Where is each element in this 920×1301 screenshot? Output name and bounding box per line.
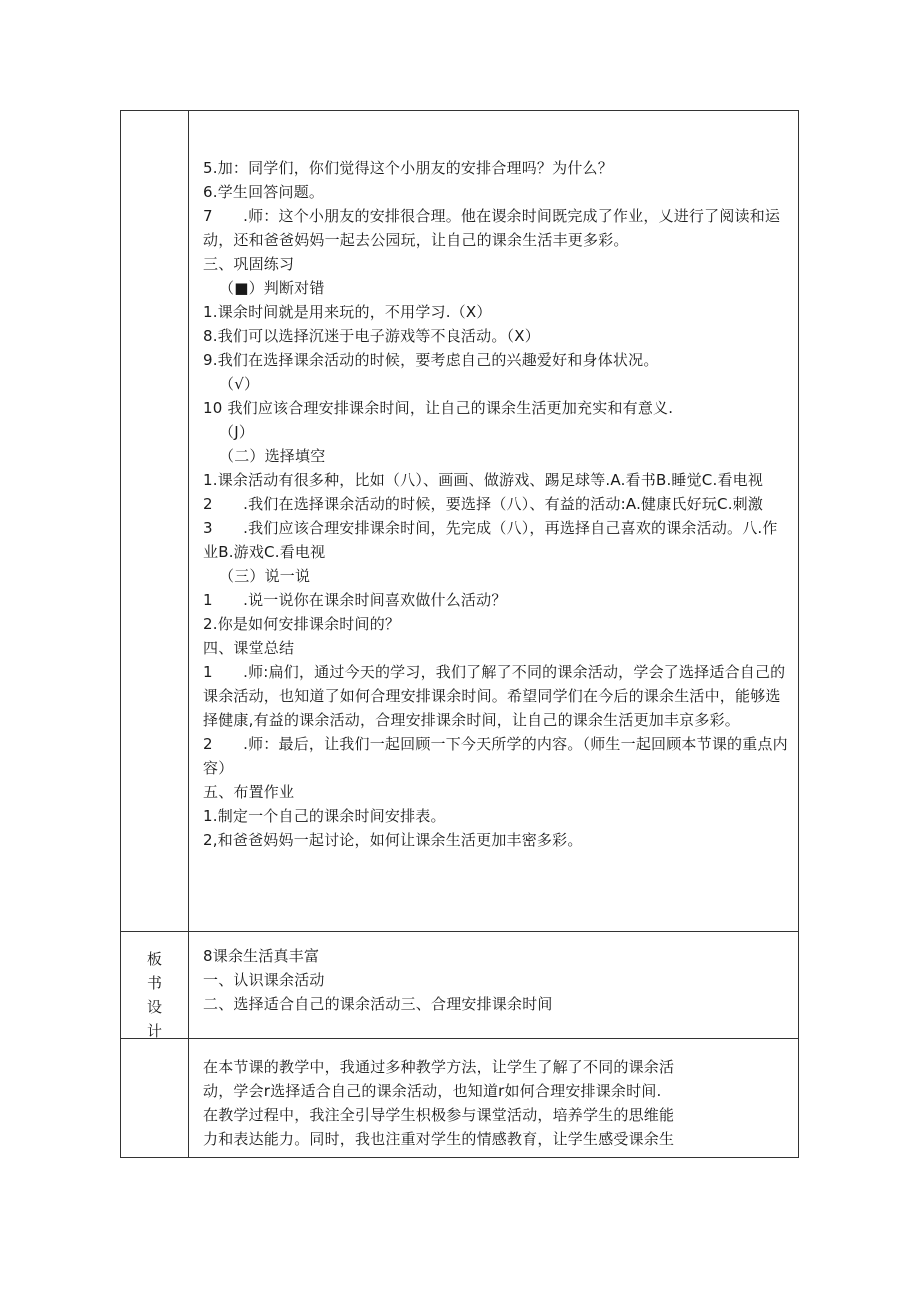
text-line: （√）	[219, 375, 260, 393]
text-line: 在本节课的教学中，我通过多种教学方法，让学生了解了不同的课余活	[203, 1058, 675, 1076]
section-heading: 五、布置作业	[203, 783, 295, 801]
board-design-content-cell	[189, 932, 799, 1039]
label-char: 设	[146, 998, 162, 1016]
label-char: 板	[146, 950, 162, 968]
reflection-label-cell	[121, 1039, 189, 1158]
reflection-row	[121, 1039, 799, 1158]
text-line: 10 我们应该合理安排课余时间，让自己的课余生活更加充实和有意义.	[203, 399, 674, 417]
text-line: 8.我们可以选择沉迷于电子游戏等不良活动。（X）	[203, 327, 540, 345]
text-line: 2 .我们在选择课余活动的时候，要选择（八）、有益的活动:A.健康氏好玩C.刺激	[203, 495, 764, 513]
board-design-row	[121, 932, 799, 1039]
text-line: （J）	[219, 423, 255, 441]
reflection-content	[189, 1039, 798, 1157]
reflection-content-cell	[189, 1039, 799, 1158]
subsection-heading: （三）说一说	[219, 567, 311, 585]
text-line: 7 .师：这个小朋友的安排很合理。他在谡余时间既完成了作业，乂进行了阅读和运动，还和爸爸妈妈一起去公园玩，让自己的课余生活丰更多彩。	[203, 207, 781, 249]
text-line: 1 .师:扁们，通过今天的学习，我们了解了不同的课余活动，学会了选择适合自己的课余活动，也知道了如何合理安排课余时间。希望同学们在今后的课余生活中，能够选择健康,有益的课余活动，合理安排课余时间，让自己的课余生活更加丰京多彩。	[203, 663, 786, 729]
subsection-heading: （二）选择填空	[219, 447, 326, 465]
board-design-content	[189, 932, 798, 1024]
text-line: 二、选择适合自己的课余活动三、合理安排课余时间	[203, 995, 553, 1013]
text-line: 在教学过程中，我注全引导学生枳极参与课堂活动，培养学生的思维能	[203, 1106, 675, 1124]
board-design-label	[121, 932, 188, 1048]
teaching-process-content	[189, 111, 798, 864]
text-line: 一、认识课余活动	[203, 971, 325, 989]
text-line: 1.制定一个自己的课余时间安排表。	[203, 807, 446, 825]
teaching-process-row	[121, 111, 799, 932]
section-heading: 四、课堂总结	[203, 639, 295, 657]
section-heading: 三、巩固练习	[203, 255, 295, 273]
text-line: 5.加：同学们，你们觉得这个小朋友的安排合理吗？为什么？	[203, 159, 613, 177]
text-line: 1.课余时间就是用来玩的，不用学习.（X）	[203, 303, 492, 321]
text-line: 1.课余活动有很多种，比如（八）、画画、做游戏、踢足球等.A.看书B.睡觉C.看电视	[203, 471, 764, 489]
text-line: 2,和爸爸妈妈一起讨论，如何让课余生活更加丰密多彩。	[203, 831, 583, 849]
teaching-process-label-cell	[121, 111, 189, 932]
board-title: 8课余生活真丰富	[203, 947, 320, 965]
text-line: 9.我们在选择课余活动的时候，要考虑自己的兴趣爱好和身体状况。	[203, 351, 659, 369]
teaching-process-content-cell	[189, 111, 799, 932]
lesson-plan-table	[120, 110, 799, 1158]
text-line: 2.你是如何安排课余时间的？	[203, 615, 401, 633]
label-char: 书	[146, 974, 162, 992]
text-line: 力和表达能力。同时，我也注重对学生的情感教育，让学生感受课余生	[203, 1130, 675, 1148]
text-line: 2 .师：最后，让我们一起回顾一下今天所学的内容。（师生一起回顾本节课的重点内容）	[203, 735, 788, 777]
text-line: 3 .我们应该合理安排课余时间，先完成（八），再选择自己喜欢的课余活动。八.作业B.游戏C.看电视	[203, 519, 778, 561]
text-line: 动，学会r选择适合自己的课余活动，也知道r如何合理安排课余时间.	[203, 1082, 662, 1100]
text-line: 6.学生回答问题。	[203, 183, 325, 201]
board-design-label-cell	[121, 932, 189, 1039]
text-line: 1 .说一说你在课余时间喜欢做什么活动？	[203, 591, 507, 609]
label-char: 计	[146, 1022, 162, 1040]
subsection-heading: （■）判断对错	[219, 279, 325, 297]
